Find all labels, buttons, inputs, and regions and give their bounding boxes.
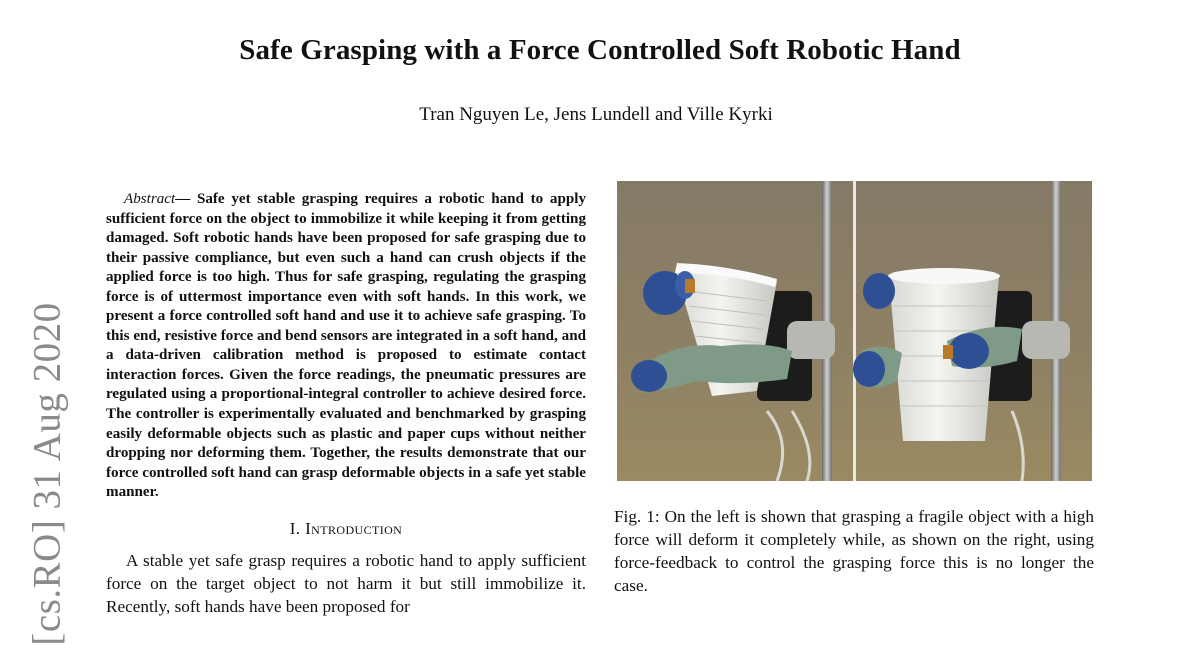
abstract-label: Abstract bbox=[124, 191, 176, 207]
section-number: I. bbox=[289, 518, 301, 538]
abstract bbox=[106, 190, 586, 503]
section-title: Introduction bbox=[305, 518, 403, 538]
figure-1-photo bbox=[617, 181, 1092, 481]
paper-title: Safe Grasping with a Force Controlled Soft Robotic Hand bbox=[239, 34, 961, 66]
figure-caption: Fig. 1: On the left is shown that grasping a fragile object with a high force will deform it completely while, as shown on the right, using force-feedback to control the grasping force this is no longer the case. bbox=[614, 507, 1094, 595]
author-list: Tran Nguyen Le, Jens Lundell and Ville Kyrki bbox=[419, 104, 773, 125]
introduction-paragraph: A stable yet safe grasp requires a robotic hand to apply sufficient force on the target object to not harm it but still immobilize it. Recently, soft hands have been proposed for bbox=[106, 550, 586, 616]
left-column bbox=[106, 190, 586, 618]
arxiv-stamp: [cs.RO] 31 Aug 2020 bbox=[25, 302, 69, 646]
section-heading-introduction bbox=[106, 519, 586, 539]
abstract-text: — Safe yet stable grasping requires a robotic hand to apply sufficient force on the object to immobilize it while keeping it from getting damaged. Soft robotic hands have been proposed for safe grasping due to their passive compliance, but even such a hand can crush objects if the applied force is too high. Thus for safe grasping, regulating the grasping force is of uttermost importance even with soft hands. In this work, we present a force controlled soft hand and use it to achieve safe grasping. To this end, resistive force and bend sensors are integrated in a soft hand, and a data-driven calibration method is proposed to estimate contact interaction forces. Given the force readings, the pneumatic pressures are regulated using a proportional-integral controller to achieve desired force. The controller is experimentally evaluated and benchmarked by grasping easily deformable objects such as plastic and paper cups without neither dropping nor deforming them. Together, the results demonstrate that our force controlled soft hand can grasp deformable objects in a safe yet stable manner. bbox=[106, 191, 586, 501]
